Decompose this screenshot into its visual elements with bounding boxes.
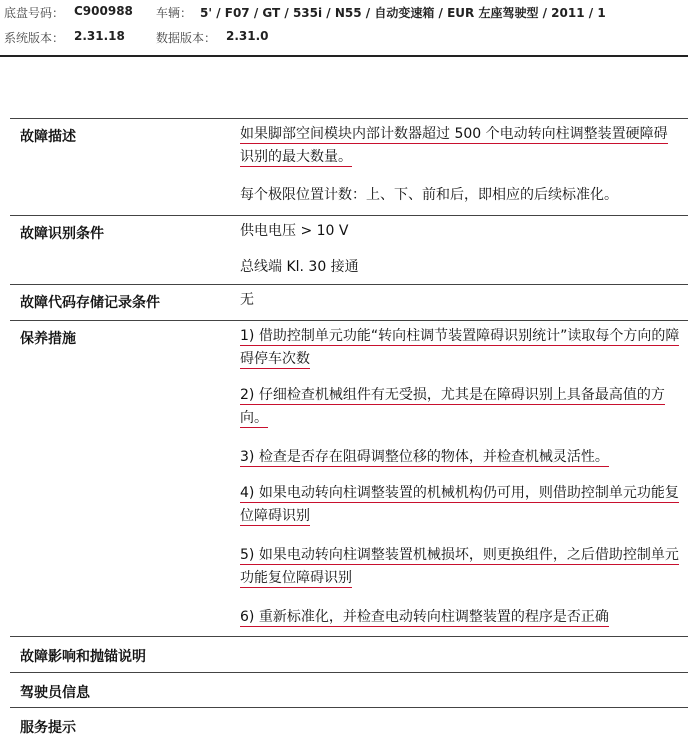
maintenance-step-5: 5) 如果电动转向柱调整装置机械损坏，则更换组件，之后借助控制单元功能复位障碍识别 (240, 547, 679, 586)
maintenance-step-1: 1) 借助控制单元功能“转向柱调节装置障碍识别统计”读取每个方向的障碍停车次数 (240, 328, 680, 367)
section-divider (10, 636, 688, 637)
section-title: 故障描述 (20, 129, 76, 145)
document-header (0, 0, 688, 56)
section-divider (10, 215, 688, 216)
section-title: 服务提示 (20, 720, 76, 736)
storage-condition-value: 无 (240, 292, 254, 308)
data-version-value: 2.31.0 (226, 29, 269, 43)
maintenance-step-2: 2) 仔细检查机械组件有无受损，尤其是在障碍识别上具备最高值的方向。 (240, 387, 665, 426)
section-divider (10, 118, 688, 119)
chassis-number-label: 底盘号码： (4, 6, 65, 20)
chassis-number-value: C900988 (74, 4, 133, 18)
section-title: 故障识别条件 (20, 226, 104, 242)
maintenance-step-3: 3) 检查是否存在阻碍调整位移的物体，并检查机械灵活性。 (240, 449, 609, 465)
maintenance-step-4: 4) 如果电动转向柱调整装置的机械机构仍可用，则借助控制单元功能复位障碍识别 (240, 485, 679, 524)
vehicle-value: 5' / F07 / GT / 535i / N55 / 自动变速箱 / EUR 左座驾驶型 / 2011 / 1 (200, 6, 606, 20)
section-divider (10, 672, 688, 673)
section-divider (10, 320, 688, 321)
section-title: 保养措施 (20, 331, 76, 347)
data-version-label: 数据版本： (156, 31, 217, 45)
terminal-condition: 总线端 Kl. 30 接通 (240, 259, 359, 275)
section-divider (10, 284, 688, 285)
fault-description-text: 如果脚部空间模块内部计数器超过 500 个电动转向柱调整装置硬障碍识别的最大数量。 (240, 126, 668, 165)
supply-voltage-condition: 供电电压 > 10 V (240, 223, 349, 239)
system-version-value: 2.31.18 (74, 29, 125, 43)
vehicle-label: 车辆： (156, 6, 193, 20)
section-divider (10, 707, 688, 708)
header-divider (0, 55, 688, 57)
fault-description-note: 每个极限位置计数：上、下、前和后，即相应的后续标准化。 (240, 187, 618, 203)
maintenance-step-6: 6) 重新标准化，并检查电动转向柱调整装置的程序是否正确 (240, 609, 609, 625)
system-version-label: 系统版本： (4, 31, 65, 45)
section-title: 故障影响和抛锚说明 (20, 649, 146, 665)
section-title: 故障代码存储记录条件 (20, 295, 160, 311)
section-title: 驾驶员信息 (20, 685, 90, 701)
